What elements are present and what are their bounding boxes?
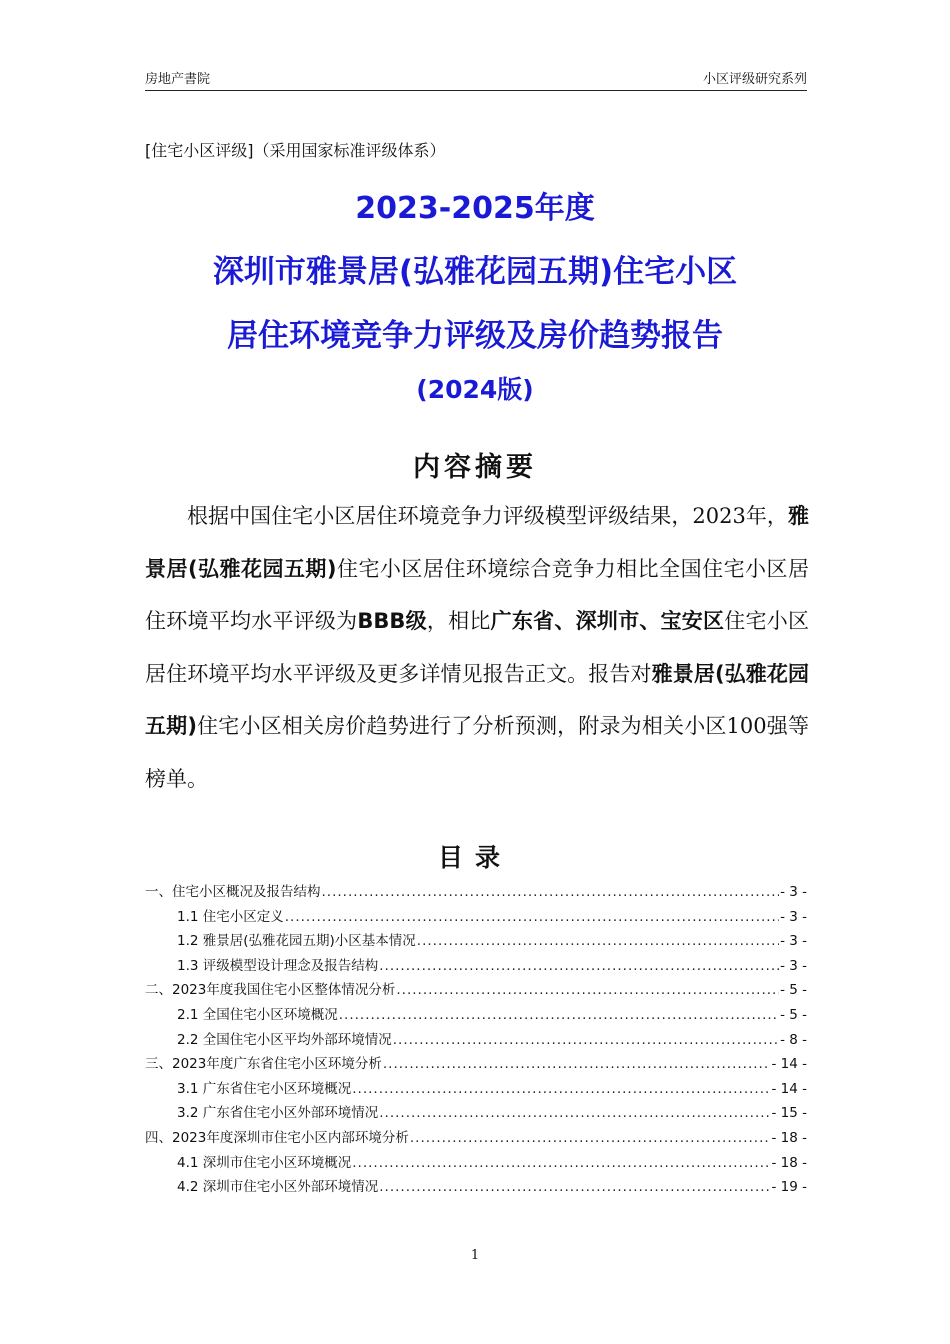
toc-entry-page: - 3 - — [780, 957, 807, 974]
toc-entry[interactable] — [145, 929, 807, 954]
toc-leader-dots — [393, 1028, 779, 1053]
summary-bold-grade: BBB级 — [357, 609, 427, 633]
page-header — [145, 66, 807, 91]
toc-heading: 目录 — [437, 843, 512, 872]
toc-entry-label: 1.2 雅景居(弘雅花园五期)小区基本情况 — [177, 933, 416, 950]
summary-body — [145, 490, 809, 805]
toc-leader-dots — [383, 1052, 771, 1077]
toc-entry-label: 四、2023年度深圳市住宅小区内部环境分析 — [145, 1129, 409, 1146]
toc-entry[interactable] — [145, 1003, 807, 1028]
toc-entry-label: 4.2 深圳市住宅小区外部环境情况 — [177, 1179, 379, 1196]
toc-entry[interactable] — [145, 1126, 807, 1151]
toc-leader-dots — [352, 1077, 770, 1102]
toc-entry-page: - 15 - — [771, 1105, 807, 1122]
toc-entry[interactable] — [145, 978, 807, 1003]
toc-entry-label: 3.2 广东省住宅小区外部环境情况 — [177, 1105, 379, 1122]
toc-entry-label: 1.3 评级模型设计理念及报告结构 — [177, 957, 379, 974]
toc-entry-page: - 8 - — [780, 1031, 807, 1048]
toc-entry-label: 1.1 住宅小区定义 — [177, 908, 284, 925]
toc-entry[interactable] — [145, 1077, 807, 1102]
toc-entry-page: - 5 - — [780, 982, 807, 999]
summary-bold-community-2: 雅景居(弘雅花园五期) — [145, 661, 809, 738]
toc-entry[interactable] — [145, 1052, 807, 1077]
toc-entry[interactable] — [145, 1028, 807, 1053]
summary-paragraph — [145, 490, 809, 805]
toc-entry-page: - 3 - — [780, 884, 807, 900]
toc-leader-dots — [322, 880, 780, 905]
toc-leader-dots — [379, 1101, 770, 1126]
toc-entry-page: - 18 - — [771, 1154, 807, 1171]
summary-text-4: 住宅小区居住环境平均水平评级及更多详情见报告正文。报告对 — [145, 609, 810, 686]
table-of-contents — [145, 880, 807, 1200]
toc-entry-label: 4.1 深圳市住宅小区环境概况 — [177, 1154, 352, 1171]
toc-leader-dots — [339, 1003, 779, 1028]
toc-entry[interactable] — [145, 880, 807, 905]
toc-entry-label: 2.2 全国住宅小区平均外部环境情况 — [177, 1031, 392, 1048]
toc-entry-page: - 18 - — [771, 1129, 807, 1146]
toc-entry-page: - 3 - — [780, 908, 807, 925]
toc-leader-dots — [396, 978, 779, 1003]
toc-entry[interactable] — [145, 954, 807, 979]
toc-leader-dots — [417, 929, 779, 954]
report-tag: [住宅小区评级]（采用国家标准评级体系） — [145, 141, 446, 160]
toc-entry[interactable] — [145, 1151, 807, 1176]
toc-leader-dots — [379, 954, 779, 979]
toc-leader-dots — [285, 905, 779, 930]
toc-entry[interactable] — [145, 1175, 807, 1200]
summary-bold-regions: 广东省、深圳市、宝安区 — [490, 609, 725, 633]
summary-heading: 内容摘要 — [413, 452, 537, 483]
toc-leader-dots — [410, 1126, 771, 1151]
header-publisher: 房地产書院 — [145, 72, 211, 87]
summary-text-5: 住宅小区相关房价趋势进行了分析预测，附录为相关小区100强等榜单。 — [145, 714, 809, 791]
toc-entry-page: - 14 - — [771, 1056, 807, 1073]
page-number: 1 — [470, 1248, 480, 1263]
toc-entry-page: - 5 - — [780, 1006, 807, 1023]
summary-text-1: 根据中国住宅小区居住环境竞争力评级模型评级结果，2023年， — [187, 504, 788, 528]
summary-bold-community: 雅景居(弘雅花园五期) — [145, 504, 809, 581]
toc-entry-page: - 19 - — [771, 1179, 807, 1196]
toc-entry-label: 3.1 广东省住宅小区环境概况 — [177, 1080, 352, 1097]
toc-entry-label: 一、住宅小区概况及报告结构 — [145, 884, 321, 900]
summary-text-2: 住宅小区居住环境综合竞争力相比全国住宅小区居住环境平均水平评级为 — [145, 556, 809, 633]
toc-leader-dots — [379, 1175, 770, 1200]
toc-entry-label: 二、2023年度我国住宅小区整体情况分析 — [145, 982, 396, 999]
title-line-2: 深圳市雅景居(弘雅花园五期)住宅小区 — [212, 254, 738, 290]
title-line-1: 2023-2025年度 — [355, 191, 595, 226]
header-series: 小区评级研究系列 — [702, 72, 807, 87]
title-line-3: 居住环境竞争力评级及房价趋势报告 — [227, 318, 723, 354]
toc-entry-page: - 3 - — [780, 933, 807, 950]
title-line-4: (2024版) — [416, 375, 534, 404]
toc-leader-dots — [352, 1151, 770, 1176]
toc-entry-label: 三、2023年度广东省住宅小区环境分析 — [145, 1056, 382, 1073]
toc-entry-label: 2.1 全国住宅小区环境概况 — [177, 1006, 338, 1023]
summary-text-3: ，相比 — [426, 609, 491, 633]
toc-entry[interactable] — [145, 1101, 807, 1126]
toc-entry[interactable] — [145, 905, 807, 930]
toc-entry-page: - 14 - — [771, 1080, 807, 1097]
